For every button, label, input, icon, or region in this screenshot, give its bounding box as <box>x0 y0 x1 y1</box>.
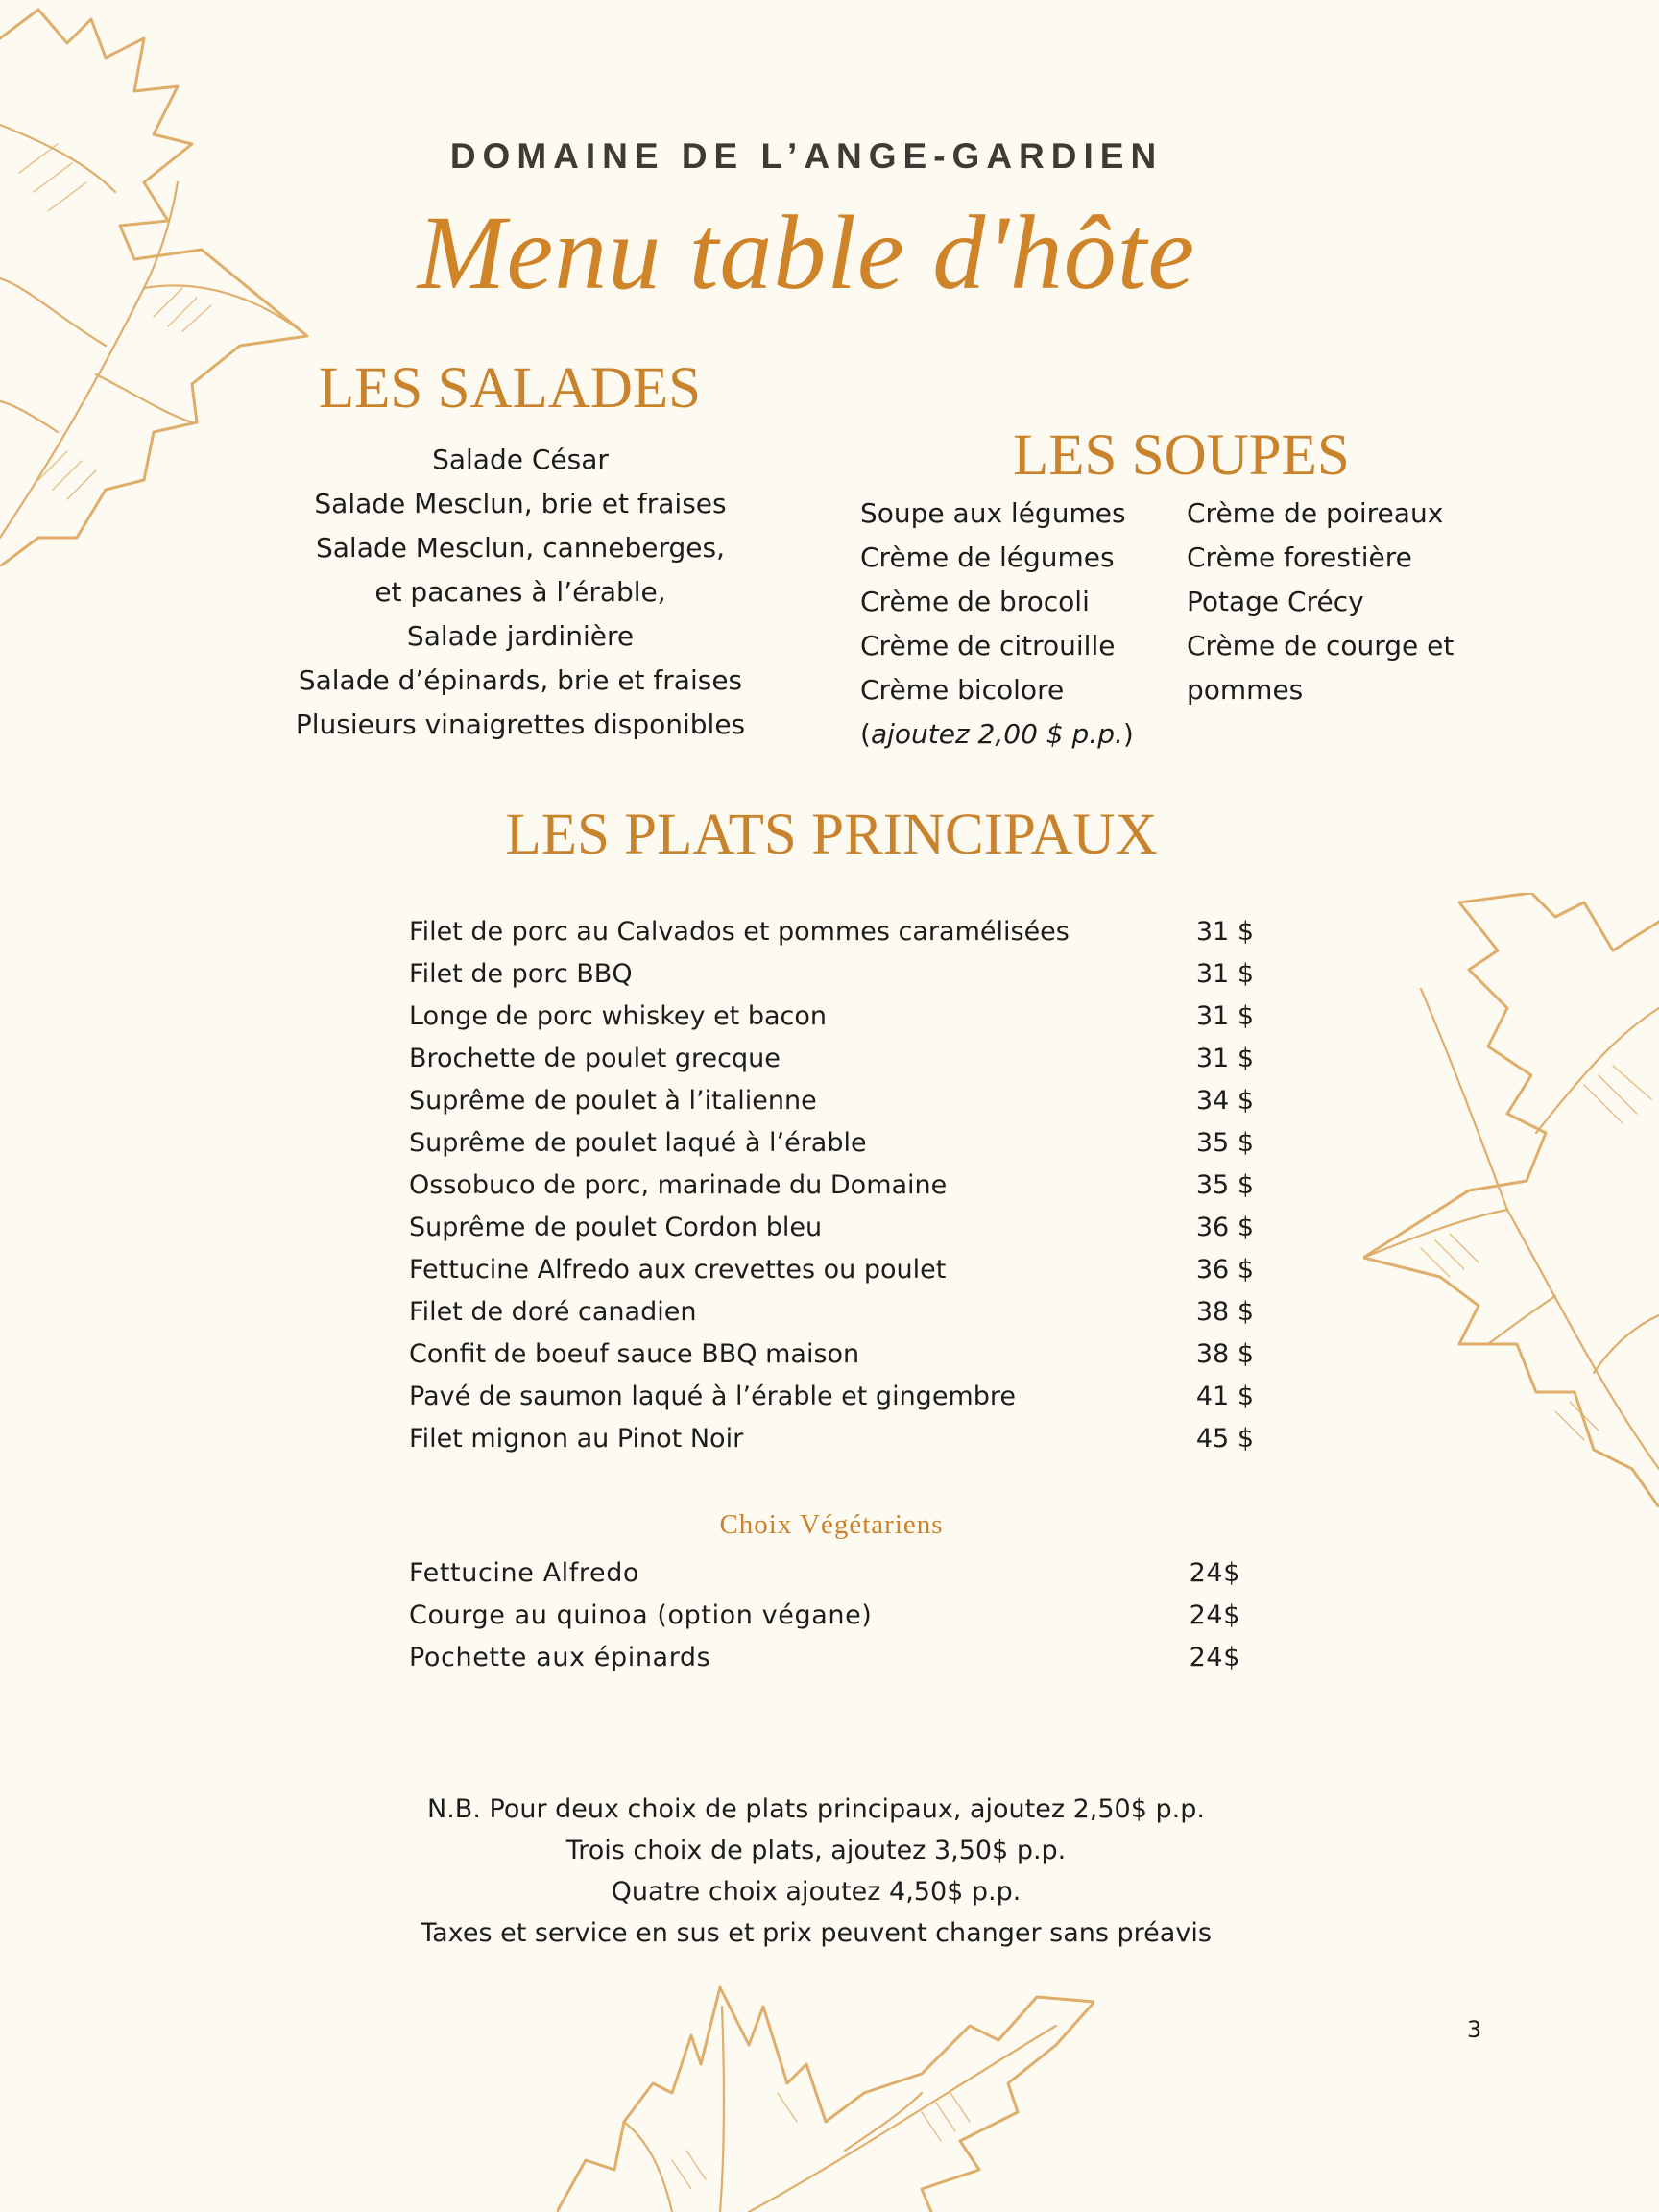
list-item: Salade jardinière <box>406 620 635 652</box>
page-number: 3 <box>1467 2016 1482 2043</box>
soups-column-1 <box>860 492 1177 757</box>
menu-row <box>409 911 1254 953</box>
list-item: Crème bicolore <box>860 674 1065 706</box>
vegetarian-list <box>409 1552 1240 1679</box>
list-item: Salade Mesclun, canneberges, <box>316 532 725 564</box>
menu-row <box>409 996 1254 1038</box>
note-line: Quatre choix ajoutez 4,50$ p.p. <box>611 1877 1022 1907</box>
salads-list <box>269 438 772 747</box>
dish-name: Longe de porc whiskey et bacon <box>409 1001 828 1031</box>
dish-name: Filet de porc BBQ <box>409 959 633 989</box>
dish-name: Filet de doré canadien <box>409 1297 697 1327</box>
list-item: Crème de brocoli <box>860 586 1090 617</box>
dish-name: Pochette aux épinards <box>409 1643 711 1672</box>
menu-row <box>409 1552 1240 1595</box>
dish-name: Filet mignon au Pinot Noir <box>409 1424 744 1454</box>
list-item: et pacanes à l’érable, <box>374 576 666 608</box>
dish-name: Suprême de poulet à l’italienne <box>409 1086 817 1116</box>
dish-price: 24$ <box>1189 1558 1240 1588</box>
dish-price: 31 $ <box>1195 959 1254 989</box>
dish-price: 38 $ <box>1195 1297 1254 1327</box>
menu-row <box>409 1122 1254 1165</box>
dish-name: Suprême de poulet laqué à l’érable <box>409 1128 867 1158</box>
menu-row <box>409 1418 1254 1460</box>
list-item: Crème de courge et <box>1187 630 1455 661</box>
dish-name: Brochette de poulet grecque <box>409 1044 781 1073</box>
footnote <box>413 1789 1219 1954</box>
dish-price: 24$ <box>1189 1600 1240 1630</box>
menu-row <box>409 1165 1254 1207</box>
menu-row <box>409 1637 1240 1679</box>
dish-price: 24$ <box>1189 1643 1240 1672</box>
menu-row <box>409 1595 1240 1637</box>
menu-row <box>409 1291 1254 1334</box>
dish-name: Fettucine Alfredo aux crevettes ou poulet <box>409 1255 947 1285</box>
mains-list <box>409 911 1254 1460</box>
salads-heading: LES SALADES <box>318 356 702 421</box>
dish-price: 38 $ <box>1195 1339 1254 1369</box>
note-line: Trois choix de plats, ajoutez 3,50$ p.p. <box>565 1836 1067 1865</box>
dish-price: 36 $ <box>1195 1255 1254 1285</box>
dish-name: Ossobuco de porc, marinade du Domaine <box>409 1170 948 1200</box>
dish-price: 31 $ <box>1195 1001 1254 1031</box>
dish-name: Confit de boeuf sauce BBQ maison <box>409 1339 860 1369</box>
dish-name: Suprême de poulet Cordon bleu <box>409 1213 823 1242</box>
list-item: Crème de poireaux <box>1187 497 1444 529</box>
menu-title: Menu table d'hôte <box>417 194 1196 311</box>
dish-name: Fettucine Alfredo <box>409 1558 640 1588</box>
dish-name: Pavé de saumon laqué à l’érable et gingembre <box>409 1382 1016 1411</box>
dish-price: 35 $ <box>1195 1170 1254 1200</box>
note-line: N.B. Pour deux choix de plats principaux, ajoutez 2,50$ p.p. <box>427 1794 1205 1824</box>
list-item: Soupe aux légumes <box>860 497 1126 529</box>
soups-surcharge-text: ajoutez 2,00 $ p.p. <box>870 718 1123 750</box>
list-item: Salade d’épinards, brie et fraises <box>298 664 743 696</box>
dish-price: 41 $ <box>1195 1382 1254 1411</box>
list-item: Salade Mesclun, brie et fraises <box>314 488 727 519</box>
dish-price: 31 $ <box>1195 1044 1254 1073</box>
list-item: pommes <box>1187 674 1304 706</box>
list-item: Crème forestière <box>1187 541 1412 573</box>
list-item: Crème de légumes <box>860 541 1115 573</box>
list-item: Plusieurs vinaigrettes disponibles <box>295 709 746 740</box>
dish-price: 36 $ <box>1195 1213 1254 1242</box>
soups-surcharge-note: (ajoutez 2,00 $ p.p.) <box>860 718 1134 750</box>
vegetarian-heading: Choix Végétariens <box>719 1509 944 1540</box>
menu-row <box>409 1376 1254 1418</box>
menu-row <box>409 1207 1254 1249</box>
menu-row <box>409 953 1254 996</box>
list-item: Crème de citrouille <box>860 630 1116 661</box>
list-item: Potage Crécy <box>1187 586 1364 617</box>
restaurant-name: DOMAINE DE L’ANGE-GARDIEN <box>449 136 1164 176</box>
dish-price: 34 $ <box>1195 1086 1254 1116</box>
mains-heading: LES PLATS PRINCIPAUX <box>505 803 1158 867</box>
menu-row <box>409 1249 1254 1291</box>
menu-row <box>409 1080 1254 1122</box>
menu-row <box>409 1334 1254 1376</box>
dish-price: 35 $ <box>1195 1128 1254 1158</box>
dish-price: 45 $ <box>1195 1424 1254 1454</box>
maple-leaf-bottom-icon <box>557 1968 1094 2212</box>
note-line: Taxes et service en sus et prix peuvent changer sans préavis <box>421 1918 1212 1948</box>
maple-leaf-right-icon <box>1363 893 1659 1507</box>
list-item: Salade César <box>432 444 609 475</box>
soups-column-2 <box>1187 492 1503 712</box>
menu-row <box>409 1038 1254 1080</box>
dish-price: 31 $ <box>1195 917 1254 947</box>
soups-heading: LES SOUPES <box>1013 423 1350 488</box>
dish-name: Courge au quinoa (option végane) <box>409 1600 873 1630</box>
dish-name: Filet de porc au Calvados et pommes caramélisées <box>409 917 1070 947</box>
